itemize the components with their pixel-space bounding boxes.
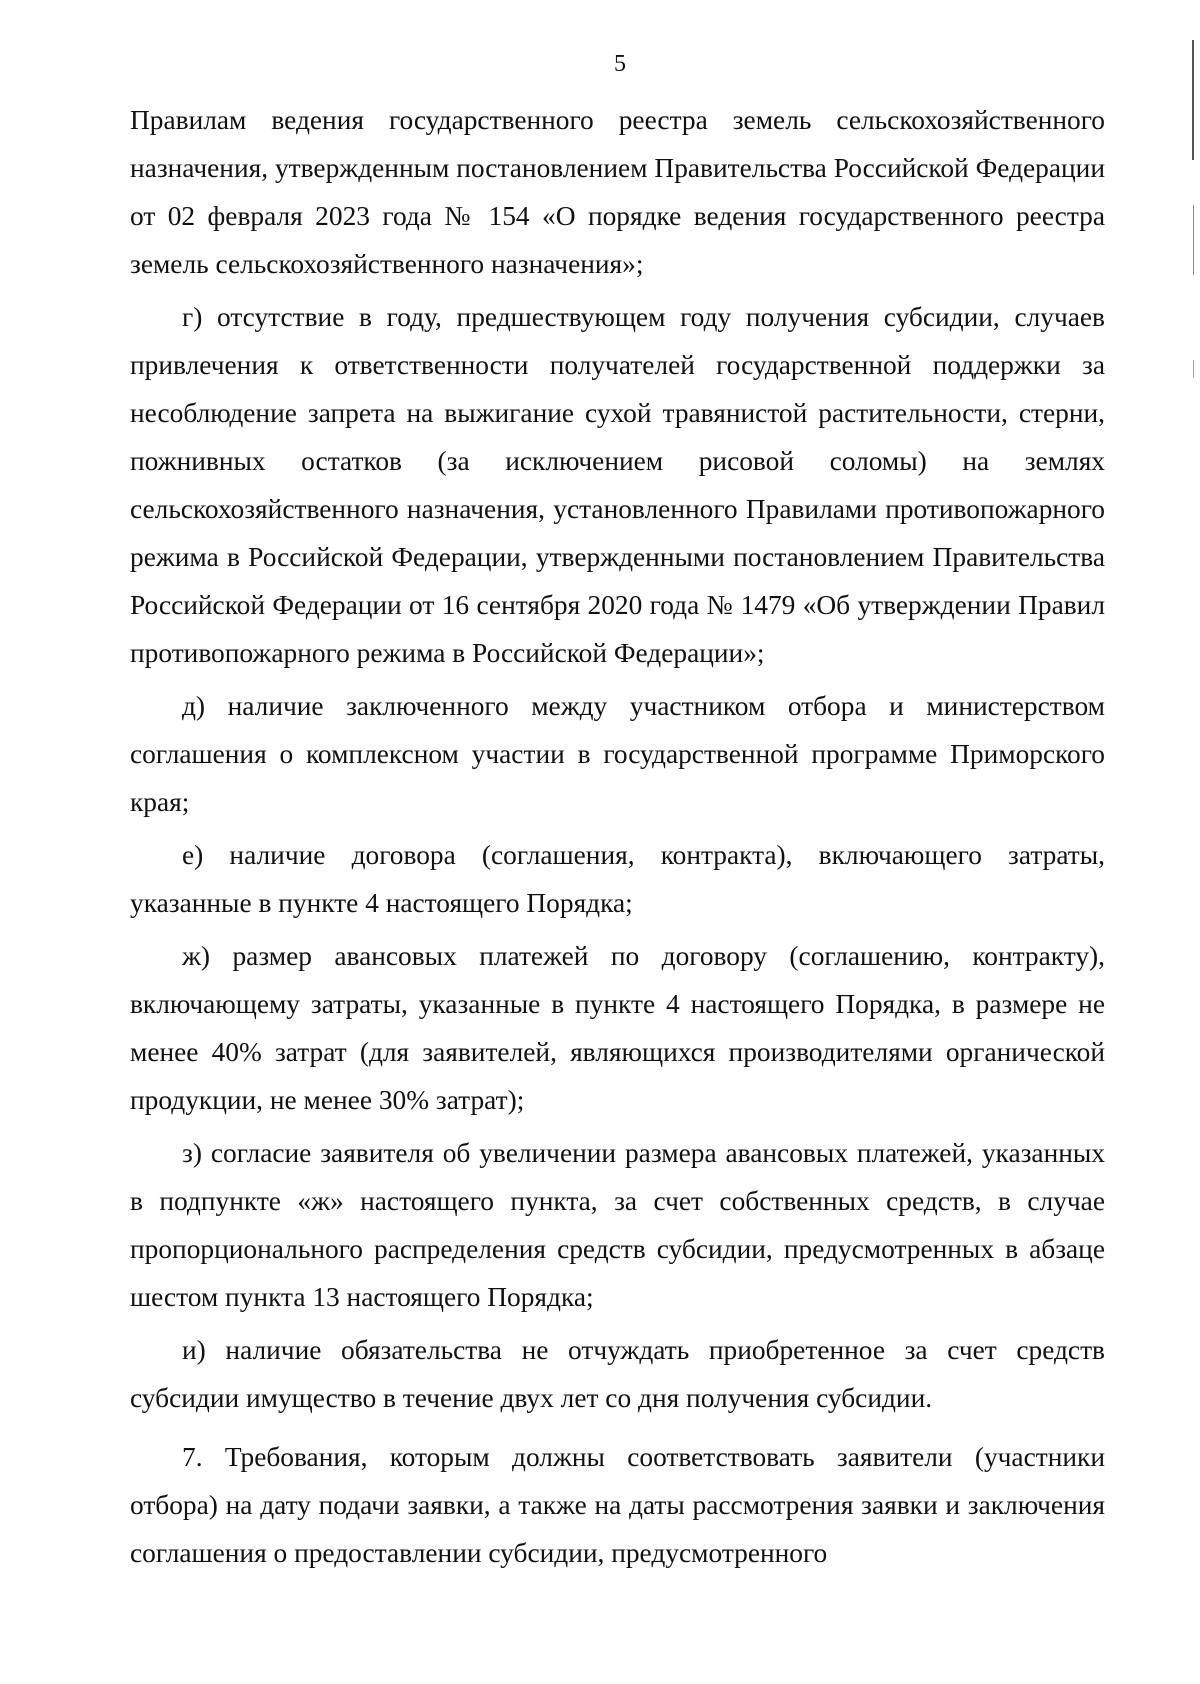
scan-edge-mark — [1193, 360, 1194, 378]
paragraph-item-i: и) наличие обязательства не отчуждать приобретенное за счет средств субсидии имущество в течение двух лет со дня получения субсидии. — [130, 1335, 1105, 1413]
page-number: 5 — [614, 51, 626, 77]
paragraph-item-g: г) отсутствие в году, предшествующем году получения субсидии, случаев привлечения к ответственности получателей государственной поддержки за несоблюдение запрета на выжигание сухой травянистой растительности, стерни, пожнивных остатков (за исключением рисовой соломы) на землях сельскохозяйственного назначения, установленного Правилами противопожарного режима в Российской Федерации, утвержденными постановлением Правительства Российской Федерации от 16 сентября 2020 года № 1479 «Об утверждении Правил противопожарного режима в Российской Федерации»; — [130, 302, 1105, 668]
scan-edge-mark — [1192, 40, 1194, 160]
document-body — [130, 96, 1105, 1577]
paragraph-continuation: Правилам ведения государственного реестра земель сельскохозяйственного назначения, утвержденным постановлением Правительства Российской Федерации от 02 февраля 2023 года № 154 «О порядке ведения государственного реестра земель сельскохозяйственного назначения»; — [130, 105, 1105, 279]
scan-edge-mark — [1193, 205, 1194, 275]
paragraph-item-e: е) наличие договора (соглашения, контракта), включающего затраты, указанные в пункте 4 настоящего Порядка; — [130, 840, 1105, 918]
paragraph-item-zh: ж) размер авансовых платежей по договору (соглашению, контракту), включающему затраты, указанные в пункте 4 настоящего Порядка, в размере не менее 40% затрат (для заявителей, являющихся производителями органической продукции, не менее 30% затрат); — [130, 941, 1105, 1115]
paragraph-item-z: з) согласие заявителя об увеличении размера авансовых платежей, указанных в подпункте «ж» настоящего пункта, за счет собственных средств, в случае пропорционального распределения средств субсидии, предусмотренных в абзаце шестом пункта 13 настоящего Порядка; — [130, 1138, 1105, 1312]
paragraph-clause-7: 7. Требования, которым должны соответствовать заявители (участники отбора) на дату подачи заявки, а также на даты рассмотрения заявки и заключения соглашения о предоставлении субсидии, предусмотренного — [130, 1442, 1105, 1568]
paragraph-item-d: д) наличие заключенного между участником отбора и министерством соглашения о комплексном участии в государственной программе Приморского края; — [130, 691, 1105, 817]
